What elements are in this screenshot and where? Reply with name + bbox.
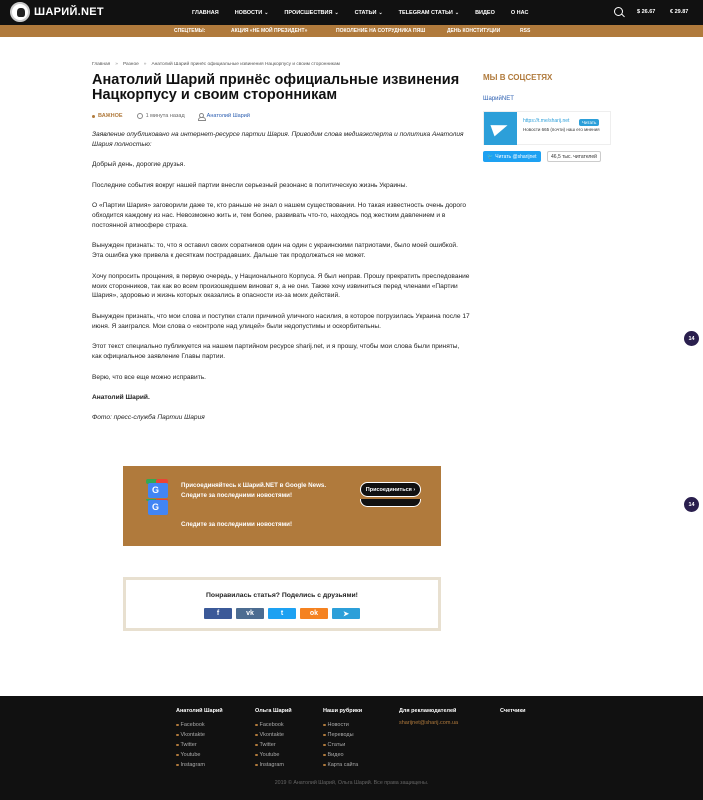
nav-item[interactable] [192,10,219,16]
nav-item[interactable] [235,10,269,16]
nav-item-label: ГЛАВНАЯ [192,9,219,16]
footer-link-label: Карта сайта [327,762,359,768]
footer-link-label: Twitter [180,742,197,748]
chevron-down-icon: ⌄ [378,9,383,16]
footer-column [323,708,362,770]
main-nav [192,0,544,25]
google-news-join-button[interactable]: Присоединиться › [360,482,421,497]
footer-link[interactable] [176,720,223,730]
sidebar-title: МЫ В СОЦСЕТЯХ [483,73,553,82]
footer-link-label: Facebook [259,722,284,728]
twitter-follow-button[interactable] [483,151,541,162]
footer-link-label: Переводы [327,732,354,738]
footer-link[interactable] [255,740,292,750]
footer-link-label: Facebook [180,722,205,728]
search-icon[interactable] [614,7,623,16]
footer-heading: Наши рубрики [323,708,363,714]
breadcrumb-separator-icon: » [115,62,118,67]
google-news-text [181,499,292,530]
article-time: 1 минута назад [145,113,185,119]
telegram-widget[interactable] [483,111,611,145]
specials-bar [0,25,703,37]
logo-text: ШАРИЙ.NET [34,6,104,18]
google-news-line2: Следите за последними новостями! [181,492,293,499]
user-icon [198,113,204,119]
logo-emblem-icon [10,2,30,22]
chevron-down-icon: ⌄ [334,9,339,16]
bullet-icon [323,754,326,757]
article-category[interactable]: ВАЖНОЕ [98,113,123,119]
footer-link-label: Instagram [259,762,284,768]
telegram-icon [484,112,517,145]
footer-email-link[interactable]: sharijnet@sharij.com.ua [399,720,459,726]
nav-item-label: ПРОИСШЕСТВИЯ [284,9,333,16]
article-meta [92,113,250,119]
nav-item-label: О НАС [510,9,529,16]
bullet-icon [176,754,179,757]
top-nav-bar [0,0,703,25]
google-news-line1: Присоединяйтесь к Шарий.NET в Google News. [181,482,327,489]
footer-column [255,708,292,770]
article-paragraph: Этот текст специально публикуется на нашем партийном ресурсе sharij.net, и я прошу, чтобы мои слова были приняты, как официальное заявление Главы партии. [92,343,460,361]
footer-link[interactable] [323,740,362,750]
nav-item-label: НОВОСТИ [234,9,263,16]
vk-icon[interactable]: vk [236,608,264,619]
twitter-icon: 🐦 [487,153,494,160]
bullet-icon [255,754,258,757]
footer-link-label: Статьи [327,742,346,748]
breadcrumb [92,62,340,67]
bullet-icon [176,764,179,767]
nav-item[interactable] [399,10,459,16]
nav-item-label: TELEGRAM СТАТЬИ [398,9,453,16]
footer-link-label: Vkontakte [259,732,284,738]
nav-item[interactable] [475,10,495,16]
article-paragraph: Хочу попросить прощения, в первую очередь, у Национального Корпуса. Я был неправ. Прошу прекратить преследование моих сторонников, так как во всем произошедшем виноват я, а не они. Также хочу извиниться перед членами «Партии Шария», здоровью и жизнь которых оказались в опасности из-за моих действий. [92,272,470,300]
breadcrumb-current: Анатолий Шарий принёс официальные извинения Нацкорпусу и своим сторонникам [151,62,340,67]
category-dot-icon [92,115,95,118]
usd-rate: $ 26.67 [637,9,656,15]
google-news-icon: G [146,499,168,518]
footer-link[interactable] [255,760,292,770]
telegram-icon[interactable]: ➤ [332,608,360,619]
breadcrumb-separator-icon: » [143,62,147,67]
footer-link[interactable] [255,730,292,740]
google-news-line2: Следите за последними новостями! [181,521,293,528]
twitter-follow-label: Читать @sharijnet [495,153,537,160]
twitter-follower-count: 46,5 тыс. читателей [547,151,601,162]
article-paragraph: Верю, что все еще можно исправить. [92,373,206,381]
bullet-icon [176,744,179,747]
google-news-icon: G [146,479,168,501]
footer-link[interactable] [323,730,362,740]
clock-icon [137,113,143,119]
chevron-down-icon: ⌄ [264,9,269,16]
telegram-description: Новости 665 (почти) наш его мнения [523,127,600,132]
share-buttons [204,608,360,619]
twitter-icon[interactable]: t [268,608,296,619]
footer-link[interactable] [176,740,223,750]
article-paragraph: О «Партии Шария» заговорили даже те, кто раньше не знал о нашем существовании. Но такая известность очень дорого обходится каждому из нас. Невозможно жить и, тем более, развивать что-то, находясь под жестким давлением и в постоянной атмосфере страха. [92,202,467,229]
odnoklassniki-icon[interactable]: ok [300,608,328,619]
footer-link[interactable] [255,720,292,730]
special-link[interactable]: RSS [520,28,531,34]
footer-link-label: Видео [327,752,344,758]
article-paragraph: Заявление опубликовано на интернет-ресурсе партии Шария. Приводим слова медиаэксперта и политика Анатолия Шария полностью: [92,131,464,148]
google-news-banner-duplicate [123,499,441,546]
notification-badge[interactable]: 14 [684,497,699,512]
footer-link-label: Twitter [259,742,276,748]
article-body [92,130,470,434]
chevron-down-icon: ⌄ [454,9,460,16]
nav-item-label: СТАТЬИ [354,9,377,16]
eur-rate: € 29.87 [670,9,689,15]
footer-link[interactable] [255,750,292,760]
special-link[interactable]: АКЦИЯ «НЕ МОЙ ПРЕЗИДЕНТ» [231,28,308,34]
sidebar-link[interactable]: ШарийNET [483,96,514,102]
footer-link-label: Vkontakte [180,732,205,738]
footer-ads-column [399,708,458,726]
share-title: Понравилась статья? Поделись с друзьями! [206,592,358,599]
bullet-icon [255,744,258,747]
copyright: 2019 © Анатолий Шарий, Ольга Шарий. Все права защищены. [274,780,429,786]
footer-heading: Ольга Шарий [255,708,292,714]
facebook-icon[interactable]: f [204,608,232,619]
article-paragraph: Вынужден признать, что мои слова и поступки стали причиной уличного насилия, в которое погрузилась Украина после 17 июня. Я заигрался. Мои слова о «контроле над улицей» были недопустимы и оскорбительны. [92,312,470,330]
article-paragraph: Анатолий Шарий. [92,393,150,401]
bullet-icon [323,764,326,767]
footer-link[interactable] [176,730,223,740]
nav-item[interactable] [355,10,383,16]
notification-badge[interactable]: 14 [684,331,699,346]
bullet-icon [255,734,258,737]
breadcrumb-category[interactable]: Разное [122,62,139,67]
footer-link[interactable] [323,720,362,730]
footer-link-label: Youtube [259,752,280,758]
telegram-url[interactable]: https://t.me/sharij.net [523,118,570,124]
bullet-icon [323,734,326,737]
site-logo[interactable] [10,2,104,22]
bullet-icon [176,724,179,727]
footer-link-label: Youtube [180,752,201,758]
bullet-icon [255,764,258,767]
footer-link[interactable] [323,750,362,760]
article-paragraph: Добрый день, дорогие друзья. [92,161,186,169]
specials-label: СПЕЦТЕМЫ: [174,28,206,34]
special-link[interactable]: ПОКОЛЕНИЕ НА СОТРУДНИКА ПЯШ [336,28,426,34]
site-footer [0,696,703,800]
google-news-join-button[interactable] [360,499,421,507]
bullet-icon [323,724,326,727]
article-title: Анатолий Шарий принёс официальные извинения Нацкорпусу и своим сторонникам [92,72,460,103]
footer-counters-column [500,708,525,720]
footer-link[interactable] [176,750,223,760]
footer-link-label: Новости [327,722,349,728]
article-paragraph: Последние события вокруг нашей партии внесли серьезный резонанс в политическую жизнь Украины. [92,181,408,189]
breadcrumb-home[interactable]: Главная [92,62,111,67]
nav-item[interactable] [511,10,529,16]
footer-link-label: Instagram [180,762,205,768]
telegram-read-button[interactable]: Читать [579,119,599,126]
bullet-icon [255,724,258,727]
article-paragraph: Фото: пресс-служба Партии Шария [92,414,205,422]
google-news-text [181,481,326,501]
footer-heading: Счетчики [500,708,526,714]
bullet-icon [323,744,326,747]
footer-heading: Анатолий Шарий [176,708,223,714]
share-box [123,577,441,631]
footer-heading: Для рекламодателей [399,708,457,714]
footer-link[interactable] [323,760,362,770]
nav-item[interactable] [284,10,338,16]
nav-item-label: ВИДЕО [475,9,495,16]
footer-column [176,708,223,770]
article-author[interactable]: Анатолий Шарий [206,113,250,119]
footer-link[interactable] [176,760,223,770]
special-link[interactable]: ДЕНЬ КОНСТИТУЦИИ [447,28,501,34]
bullet-icon [176,734,179,737]
article-paragraph: Вынужден признать: то, что я оставил своих соратников один на один с украинскими патриотами, было моей ошибкой. Эта ошибка уже привела к десяткам пострадавших. Дальше так продолжаться не может. [92,242,458,260]
